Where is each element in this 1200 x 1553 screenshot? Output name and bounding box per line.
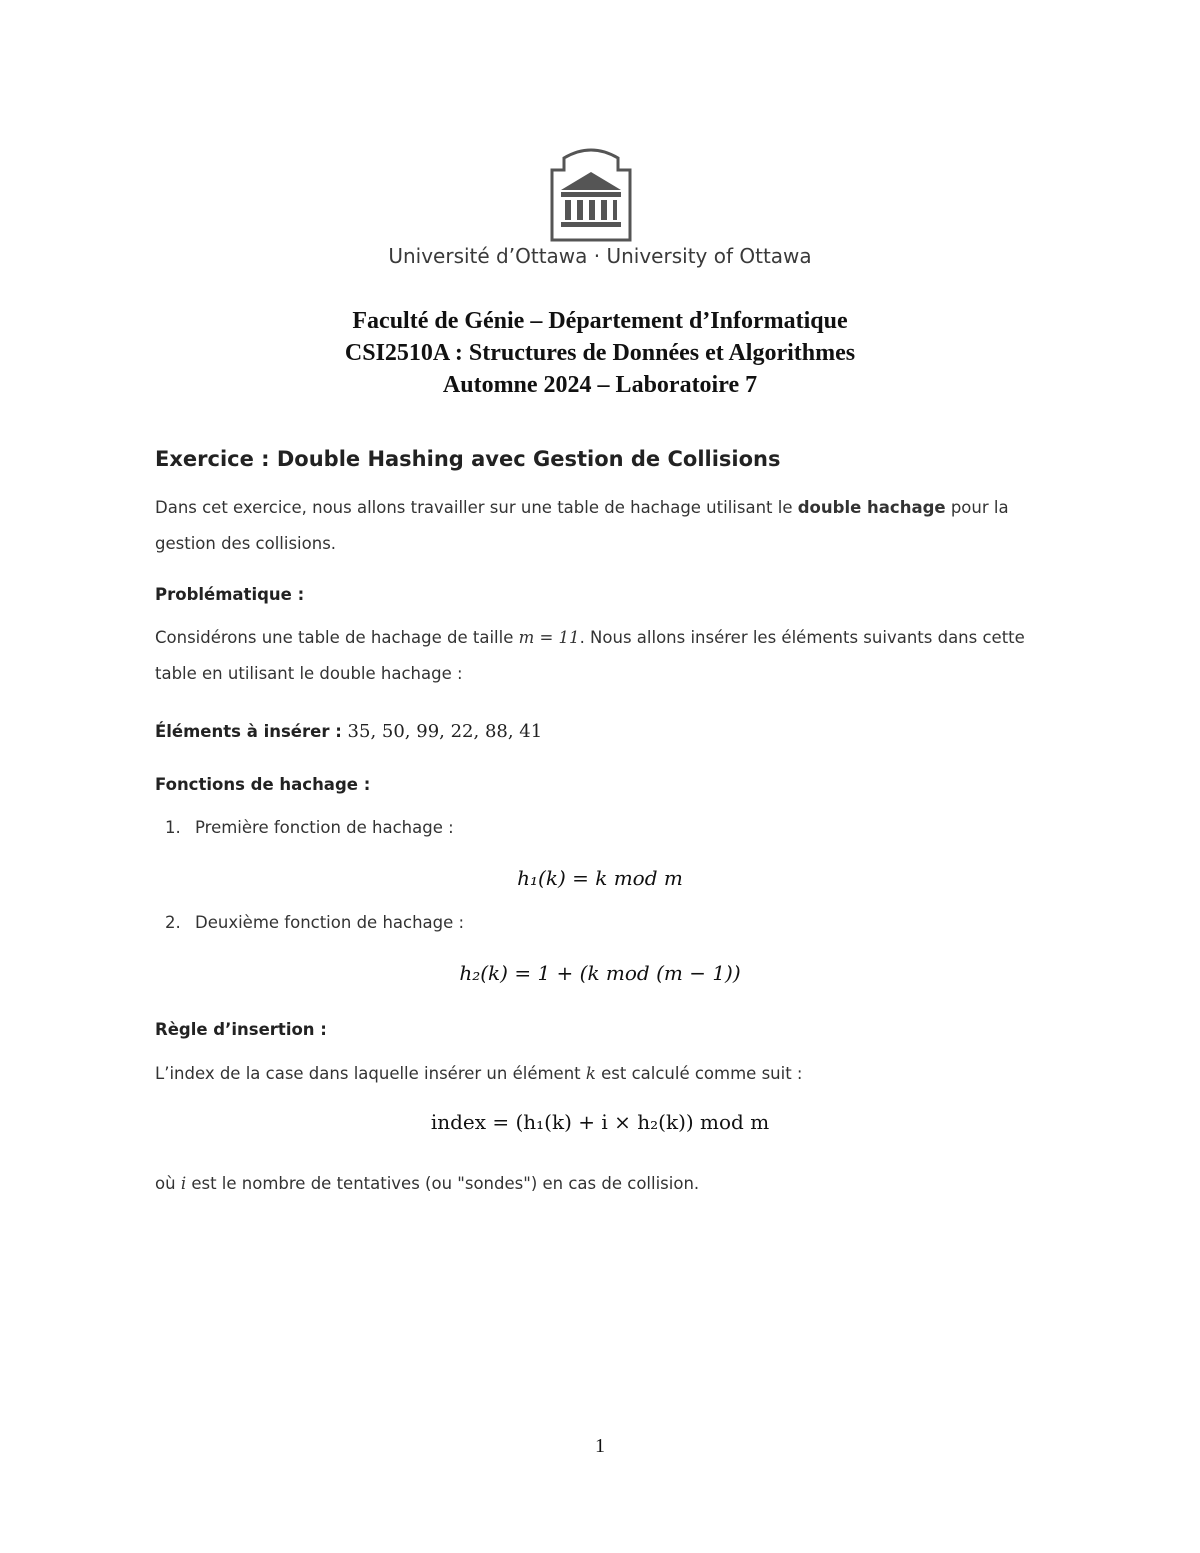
formula-h1: h₁(k) = k mod m xyxy=(517,866,683,890)
document-header xyxy=(0,305,1200,401)
problem-heading: Problématique : xyxy=(155,585,305,604)
header-faculty: Faculté de Génie – Département d’Informatique xyxy=(352,308,848,334)
insertion-note: où i est le nombre de tentatives (ou "sondes") en cas de collision. xyxy=(155,1174,700,1193)
problem-text: Considérons une table de hachage de taille m = 11. Nous allons insérer les éléments suivants dans cette table en utilisant le double hachage : xyxy=(155,628,1025,683)
page-number: 1 xyxy=(595,1435,605,1457)
list-item: 1. Première fonction de hachage : xyxy=(165,818,454,837)
header-term: Automne 2024 – Laboratoire 7 xyxy=(442,372,758,398)
exercise-intro: Dans cet exercice, nous allons travailler sur une table de hachage utilisant le double hachage pour la gestion des collisions. xyxy=(155,498,1009,553)
insertion-heading: Règle d’insertion : xyxy=(155,1020,327,1039)
list-item: 2. Deuxième fonction de hachage : xyxy=(165,913,465,932)
intro-bold-term: double hachage xyxy=(797,498,946,517)
header-course: CSI2510A : Structures de Données et Algorithmes xyxy=(344,340,856,366)
exercise-title: Exercice : Double Hashing avec Gestion de Collisions xyxy=(155,447,781,471)
formula-index: index = (h₁(k) + i × h₂(k)) mod m xyxy=(430,1110,770,1134)
elements-line: Éléments à insérer : 35, 50, 99, 22, 88, 41 xyxy=(155,721,543,742)
insertion-text: L’index de la case dans laquelle insérer un élément k est calculé comme suit : xyxy=(155,1064,803,1083)
formula-h2: h₂(k) = 1 + (k mod (m − 1)) xyxy=(459,961,741,985)
university-name: Université d’Ottawa · University of Ottawa xyxy=(388,244,812,268)
university-logo xyxy=(548,146,634,242)
hash-functions-heading: Fonctions de hachage : xyxy=(155,775,371,794)
elements-values: 35, 50, 99, 22, 88, 41 xyxy=(347,721,543,742)
table-size: m = 11 xyxy=(518,628,580,647)
